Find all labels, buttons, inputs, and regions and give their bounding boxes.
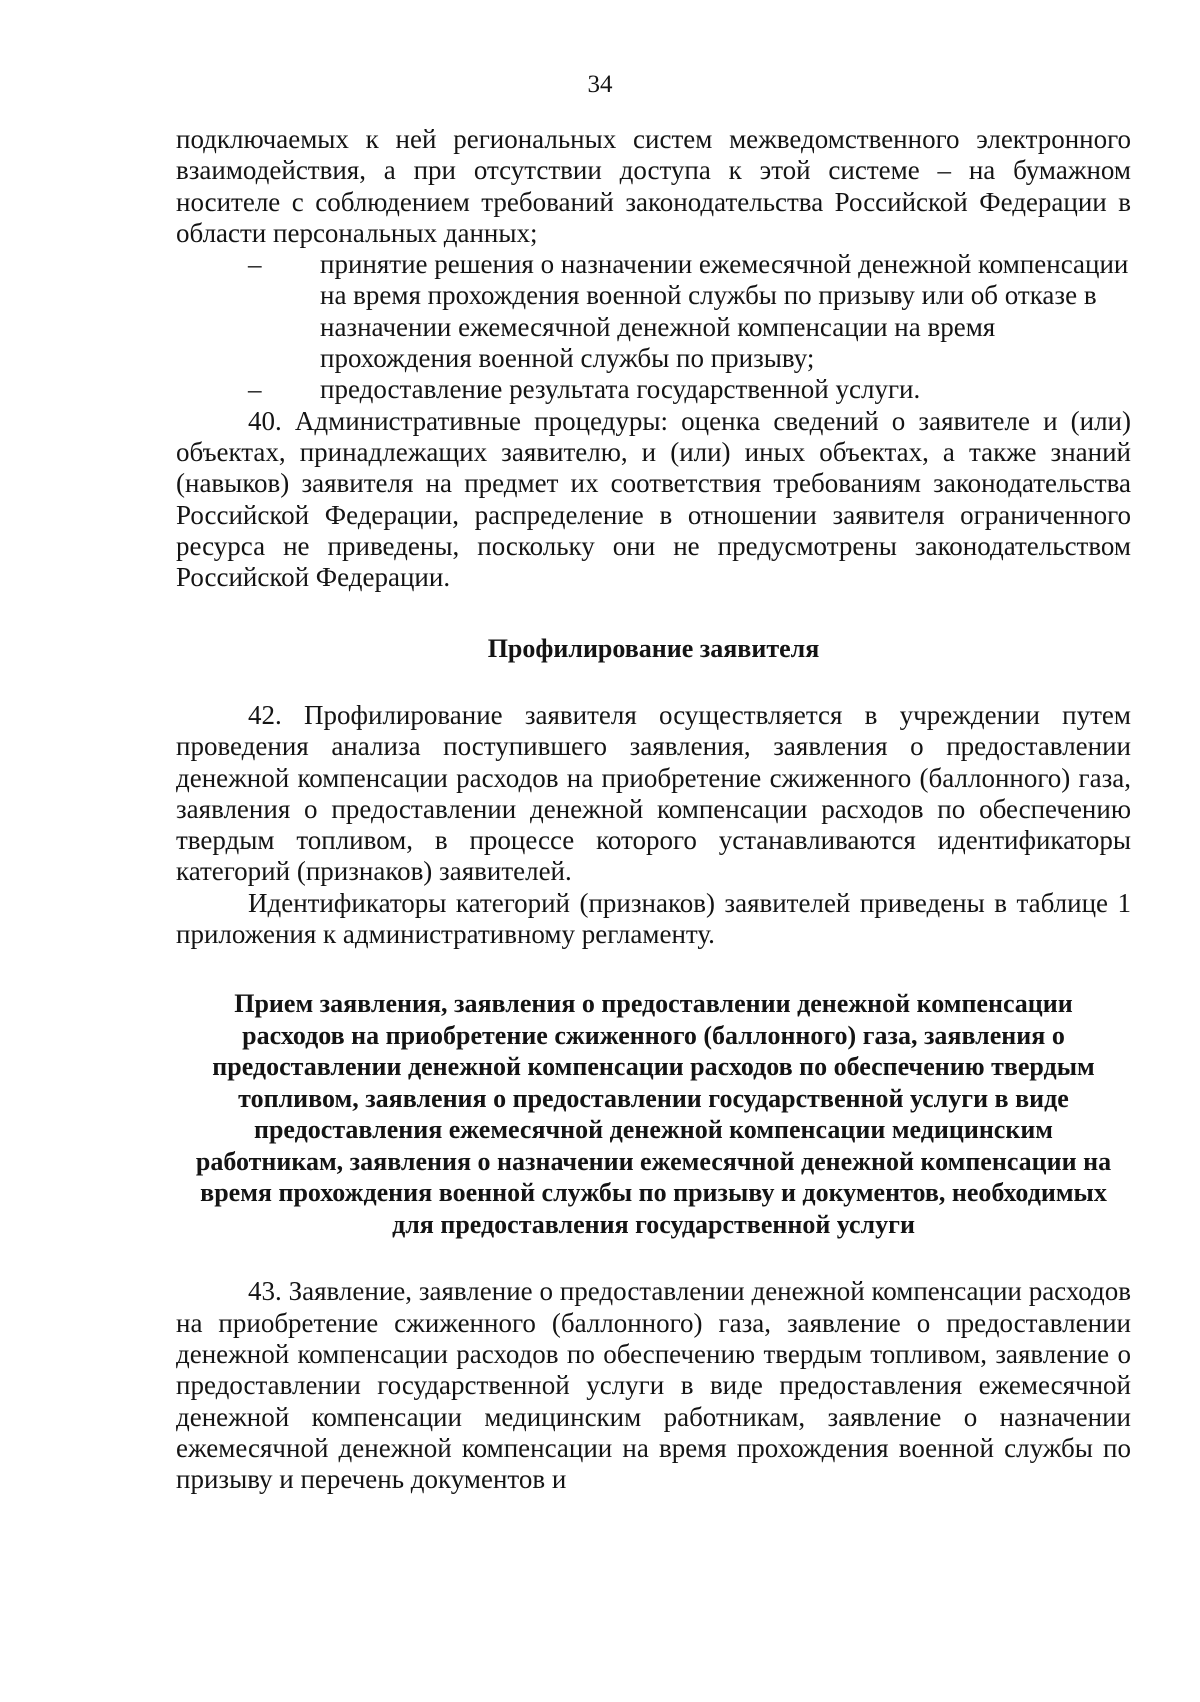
list-item (176, 374, 1131, 405)
list-dash: – (248, 249, 262, 280)
page-number: 34 (587, 71, 613, 98)
paragraph-42: 42. Профилирование заявителя осуществляется в учреждении путем проведения анализа поступившего заявления, заявления о предоставлении денежной компенсации расходов на приобретение сжиженного (баллонного) газа, заявления о предоставлении денежной компенсации расходов по обеспечению твердым топливом, в процессе которого устанавливаются идентификаторы категорий (признаков) заявителей. (176, 699, 1131, 887)
paragraph-43: 43. Заявление, заявление о предоставлении денежной компенсации расходов на приобретение сжиженного (баллонного) газа, заявление о предоставлении денежной компенсации расходов по обеспечению твердым топливом, заявление о предоставлении государственной услуги в виде предоставления ежемесячной денежной компенсации медицинским работникам, заявление о назначении ежемесячной денежной компенсации на время прохождения военной службы по призыву и перечень документов и (176, 1276, 1131, 1495)
document-body (176, 124, 1131, 1495)
paragraph-40: 40. Административные процедуры: оценка сведений о заявителе и (или) объектах, принадлежащих заявителю, и (или) иных объектах, а также знаний (навыков) заявителя на предмет их соответствия требованиям законодательства Российской Федерации, распределение в отношении заявителя ограниченного ресурса не приведены, поскольку они не предусмотрены законодательством Российской Федерации. (176, 405, 1131, 593)
paragraph-42-continuation: Идентификаторы категорий (признаков) заявителей приведены в таблице 1 приложения к административному регламенту. (176, 887, 1131, 950)
section-heading: Профилирование заявителя (487, 634, 820, 664)
section-heading: Прием заявления, заявления о предоставлении денежной компенсации расходов на приобретение сжиженного (баллонного) газа, заявления о предоставлении денежной компенсации расходов по обеспечению твердым топливом, заявления о предоставлении государственной услуги в виде предоставления ежемесячной денежной компенсации медицинским работникам, заявления о назначении ежемесячной денежной компенсации на время прохождения военной службы по призыву и документов, необходимых для предоставления государственной услуги (195, 989, 1112, 1239)
list-item-text: принятие решения о назначении ежемесячной денежной компенсации на время прохождения военной службы по призыву или об отказе в назначении ежемесячной денежной компенсации на время прохождения военной службы по призыву; (320, 249, 1129, 374)
list-dash: – (248, 374, 262, 405)
list-item-text: предоставление результата государственной услуги. (320, 374, 921, 405)
list-item (176, 249, 1131, 374)
paragraph-continuation: подключаемых к ней региональных систем межведомственного электронного взаимодействия, а при отсутствии доступа к этой системе – на бумажном носителе с соблюдением требований законодательства Российской Федерации в области персональных данных; (176, 124, 1131, 248)
